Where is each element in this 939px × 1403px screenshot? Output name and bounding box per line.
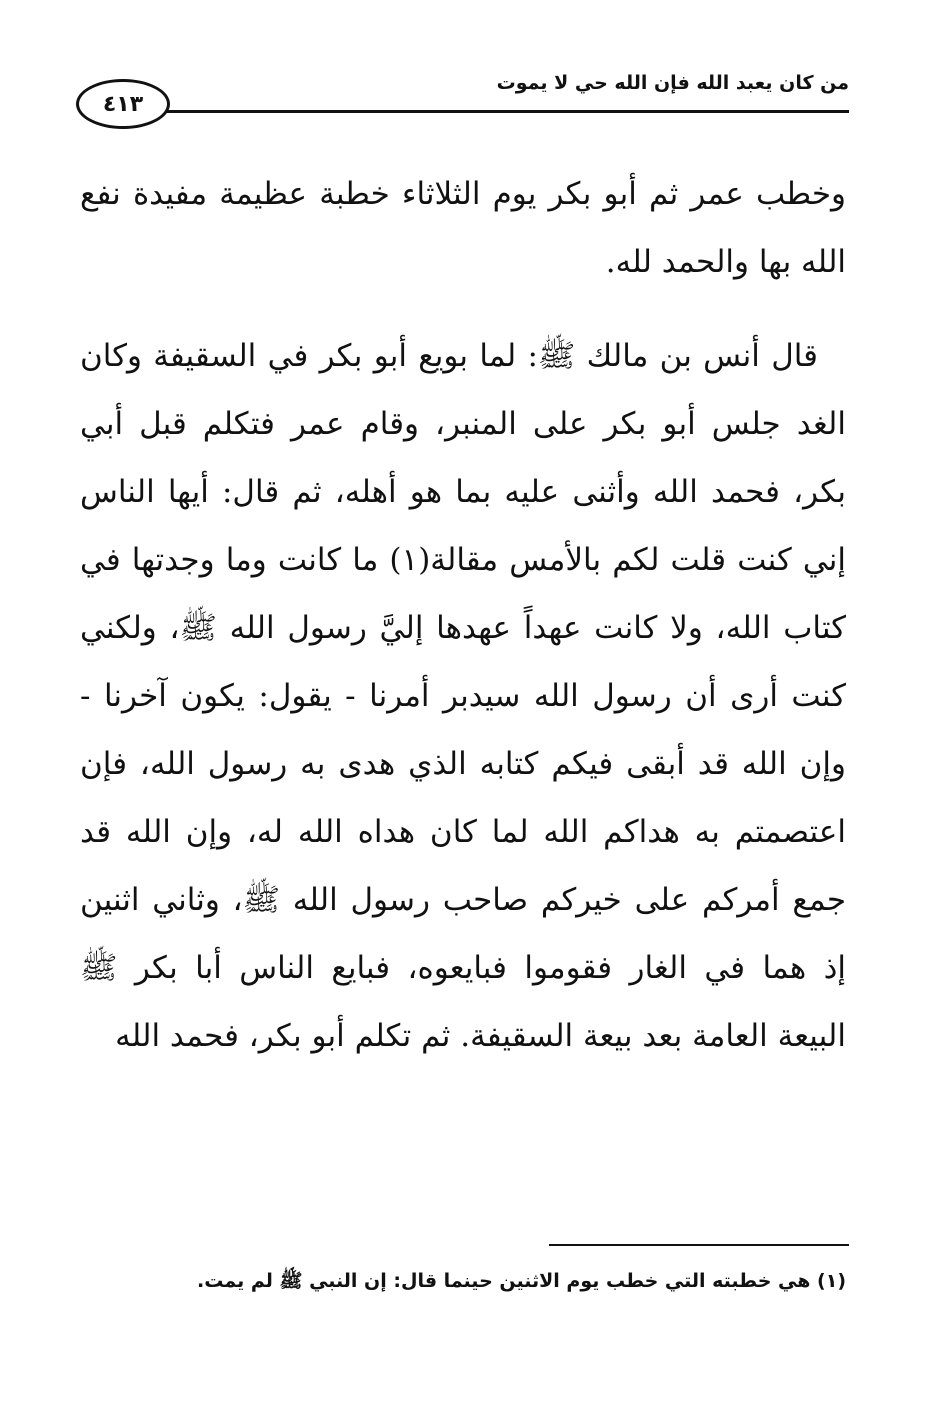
footnote-rule	[549, 1244, 849, 1246]
page-number: ٤١٣	[102, 91, 144, 117]
paragraph-1: وخطب عمر ثم أبو بكر يوم الثلاثاء خطبة عظيمة مفيدة نفع الله بها والحمد لله.	[80, 176, 846, 280]
paragraph-2: قال أنس بن مالك ﷺ: لما بويع أبو بكر في السقيفة وكان الغد جلس أبو بكر على المنبر، وقام عمر فتكلم قبل أبي بكر، فحمد الله وأثنى عليه بما هو أهله، ثم قال: أيها الناس إني كنت قلت لكم بالأمس مقالة(١) ما كانت وما وجدتها في كتاب الله، ولا كانت عهداً عهدها إليَّ رسول الله ﷺ، ولكني كنت أرى أن رسول الله سيدبر أمرنا - يقول: يكون آخرنا - وإن الله قد أبقى فيكم كتابه الذي هدى به رسول الله، فإن اعتصمتم به هداكم الله لما كان هداه الله له، وإن الله قد جمع أمركم على خيركم صاحب رسول الله ﷺ، وثاني اثنين إذ هما في الغار فقوموا فبايعوه، فبايع الناس أبا بكر ﷺ البيعة العامة بعد بيعة السقيفة. ثم تكلم أبو بكر، فحمد الله	[80, 338, 846, 1054]
running-title: من كان يعبد الله فإن الله حي لا يموت	[496, 72, 849, 94]
header-rule	[160, 110, 849, 113]
main-text	[80, 160, 846, 1070]
page-number-badge	[76, 79, 170, 129]
footnote: (١) هي خطبته التي خطب يوم الاثنين حينما قال: إن النبي ﷺ لم يمت.	[197, 1270, 846, 1292]
